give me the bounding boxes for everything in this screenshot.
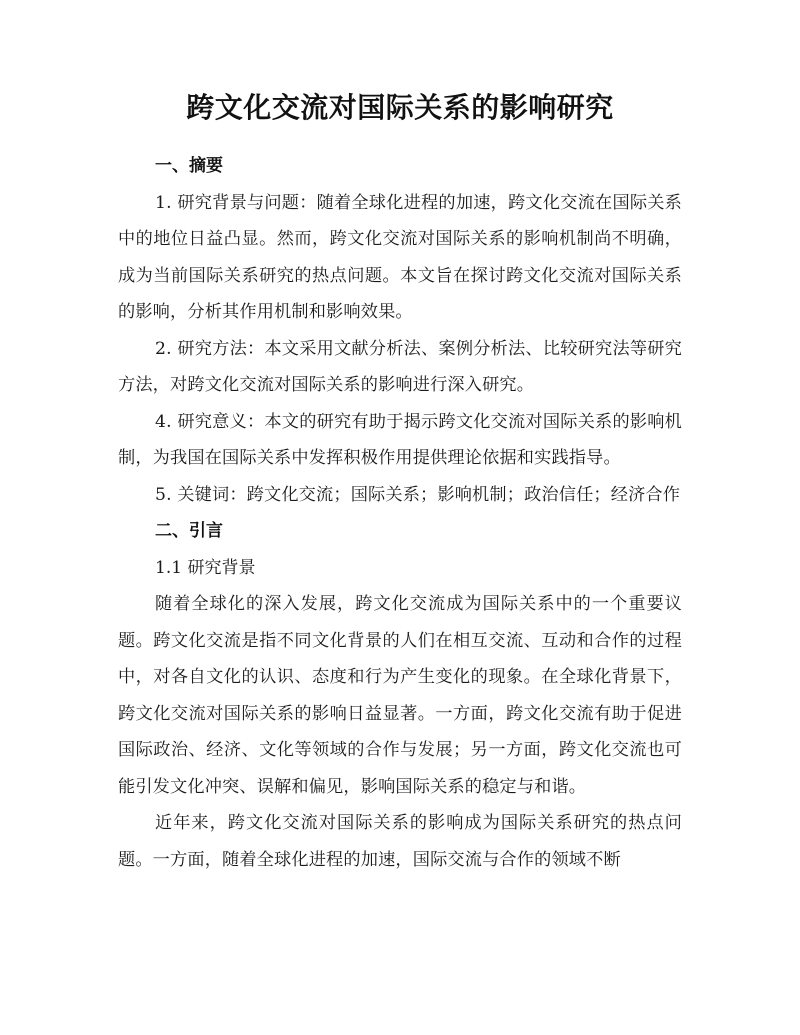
introduction-paragraph: 随着全球化的深入发展，跨文化交流成为国际关系中的一个重要议题。跨文化交流是指不同文化背景的人们在相互交流、互动和合作的过程中，对各自文化的认识、态度和行为产生变化的现象。在全球化背景下，跨文化交流对国际关系的影响日益显著。一方面，跨文化交流有助于促进国际政治、经济、文化等领域的合作与发展；另一方面，跨文化交流也可能引发文化冲突、误解和偏见，影响国际关系的稳定与和谐。 bbox=[118, 594, 682, 797]
abstract-item-keywords: 5. 关键词：跨文化交流；国际关系；影响机制；政治信任；经济合作 bbox=[155, 484, 681, 505]
abstract-heading: 一、摘要 bbox=[155, 156, 223, 176]
abstract-section bbox=[118, 148, 682, 513]
abstract-item-background: 1. 研究背景与问题：随着全球化进程的加速，跨文化交流在国际关系中的地位日益凸显。然而，跨文化交流对国际关系的影响机制尚不明确，成为当前国际关系研究的热点问题。本文旨在探讨跨文化交流对国际关系的影响，分析其作用机制和影响效果。 bbox=[118, 192, 682, 322]
introduction-heading: 二、引言 bbox=[155, 521, 223, 541]
document-title: 跨文化交流对国际关系的影响研究 bbox=[186, 91, 614, 124]
introduction-paragraph: 近年来，跨文化交流对国际关系的影响成为国际关系研究的热点问题。一方面，随着全球化进程的加速，国际交流与合作的领域不断 bbox=[118, 813, 682, 870]
abstract-item-significance: 4. 研究意义：本文的研究有助于揭示跨文化交流对国际关系的影响机制，为我国在国际关系中发挥积极作用提供理论依据和实践指导。 bbox=[118, 411, 682, 468]
research-background-subheading: 1.1 研究背景 bbox=[155, 557, 256, 578]
abstract-item-methods: 2. 研究方法：本文采用文献分析法、案例分析法、比较研究法等研究方法，对跨文化交流对国际关系的影响进行深入研究。 bbox=[118, 338, 682, 395]
introduction-section bbox=[118, 513, 682, 878]
